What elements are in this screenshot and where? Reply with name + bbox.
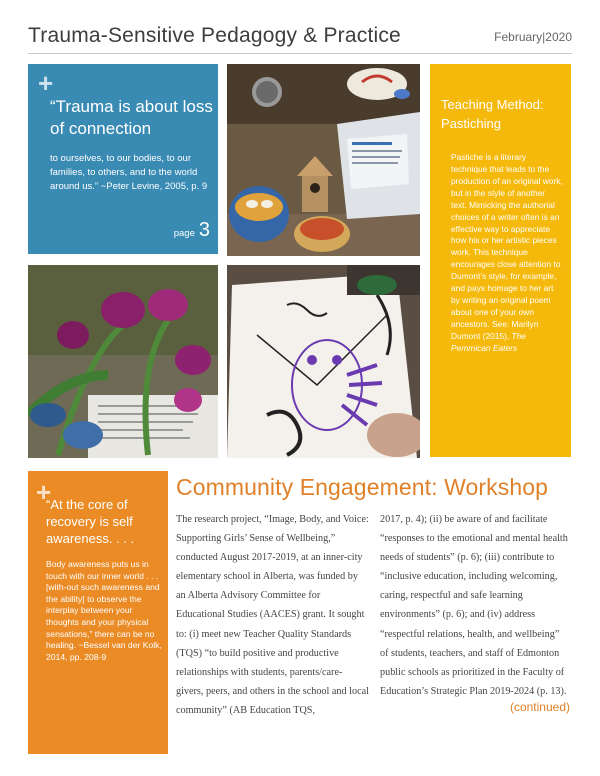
issue-date: February|2020 [494, 30, 572, 44]
photo-art-table [227, 64, 420, 256]
quote-box-levine [28, 64, 218, 254]
quote-box-van-der-kolk [28, 471, 168, 754]
header-divider [28, 53, 572, 54]
plus-icon: + [38, 68, 54, 98]
newsletter-title: Trauma-Sensitive Pedagogy & Practice [28, 24, 401, 47]
quote-headline: “Trauma is about loss of connection [50, 97, 213, 139]
sidebar-body [451, 152, 563, 355]
quote-continuation: to ourselves, to our bodies, to our families, to others, and to the world around us.” ~Peter Levine, 2005, p. 9 [50, 153, 208, 192]
book-title: The Pemmican Eaters [451, 330, 526, 353]
teaching-method-sidebar [430, 64, 571, 457]
page-indicator [174, 219, 210, 242]
page-number: 3 [198, 219, 210, 241]
article-column-2: 2017, p. 4); (ii) be aware of and facilitate “responses to the emotional and mental health needs of students” (p. 6); (iii) contribute to “inclusive education, including welcoming, caring, respectful and safe learning environments” (p. 6); and (iv) address “respectful relations, health, and wellbeing” of students, teachers, and staff of Edmonton public schools as prioritized in the Faculty of Education’s Strategic Plan 2019-2024 (p. 13). [380, 514, 568, 697]
sidebar-title: Teaching Method: Pastiching [441, 97, 544, 131]
photo-drawing [227, 265, 420, 458]
plus-icon: + [36, 477, 52, 507]
quote-continuation: Body awareness puts us in touch with our inner world . . . [with-out such awareness and the ability] to observe the interplay between your thoughts and your physical sensations,” there can be no healing. ~Bessel van der Kolk, 2014, pp. 208-9 [46, 559, 162, 662]
continued-link[interactable]: (continued) [509, 700, 570, 714]
quote-headline: “At the core of recovery is self awareness. . . . [46, 497, 135, 546]
page-label: page [173, 228, 195, 239]
article-title: Community Engagement: Workshop [176, 474, 549, 500]
sidebar-text: Pastiche is a literary technique that leads to the production of an original work, but in the style of another text. Mimicking the authorial choices of a writer often is an effective way to appreciate how his or her artistic pieces work. This technique encourages close attention to Dumont’s style, for example, and pays homage to her art by writing an original poem about one of your own ancestors. See: Marilyn Dumont (2015), [451, 152, 563, 341]
photo-tulips [28, 265, 218, 458]
article-column-1: The research project, “Image, Body, and Voice: Supporting Girls’ Sense of Wellbeing,” conducted August 2017-2019, at an inner-city elementary school in Alberta, was funded by an Alberta Advisory Committee for Educational Studies (AACES) grant. It sought to: (i) meet new Teacher Quality Standards (TQS) “to build positive and productive relationships with students, parents/care-givers, peers, and others in the school and local community” (AB Education TQS, [176, 514, 369, 716]
